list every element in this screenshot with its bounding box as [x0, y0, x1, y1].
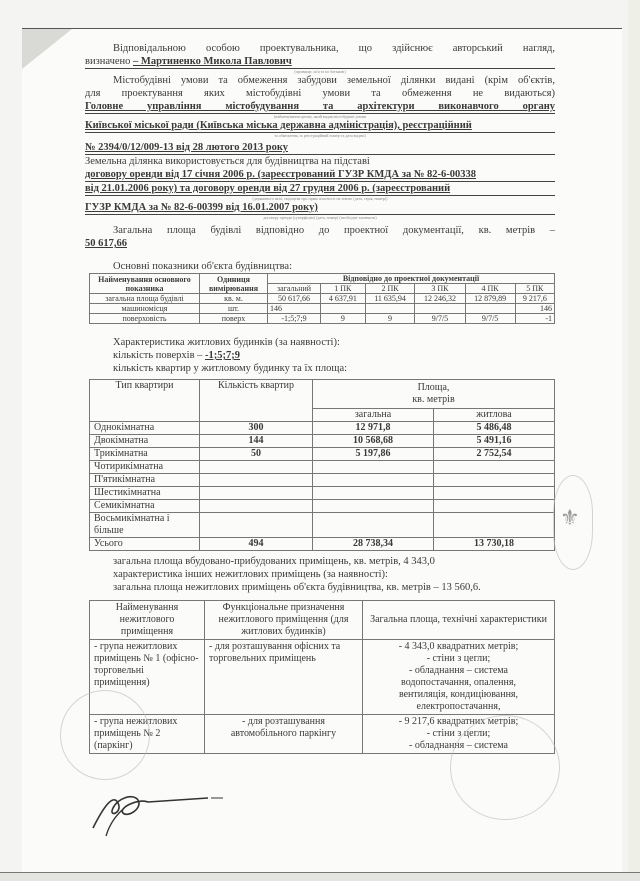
header-area-total: загальна	[313, 408, 434, 421]
area-line: - стіни з цегли;	[426, 728, 491, 739]
residential-title: Характеристика житлових будинків (за наявності):	[113, 337, 340, 348]
table-row	[90, 435, 555, 448]
apartments-label: кількість квартир у житловому будинку та їх площа:	[113, 363, 348, 374]
header-unit: Одиниця вимірювання	[200, 274, 268, 294]
table-row	[90, 513, 555, 538]
area-line: - обладнання – система	[408, 740, 508, 751]
floors-label: кількість поверхів –	[113, 350, 203, 361]
header-col-pk5: 5 ПК	[515, 284, 554, 294]
cell-value: -1;5;7;9	[268, 314, 321, 324]
cell-count	[200, 513, 313, 538]
cell-nr-area	[363, 640, 555, 715]
cell-total	[313, 513, 434, 538]
cell-count: 50	[200, 448, 313, 461]
header-col-pk2: 2 ПК	[365, 284, 415, 294]
cell-name: машиномісця	[90, 304, 200, 314]
cell-nr-name: - група нежитлових приміщень № 2 (паркінг)	[90, 715, 205, 754]
built-in-area: загальна площа вбудовано-прибудованих приміщень, кв. метрів, 4 343,0	[113, 556, 435, 567]
cell-living	[434, 513, 555, 538]
cell-value: 9	[365, 314, 415, 324]
issuer-line3: № 2394/0/12/009-13 від 28 лютого 2013 року	[85, 141, 555, 155]
cell-nr-name: - група нежитлових приміщень № 1 (офісно-торговельні приміщення)	[90, 640, 205, 715]
area-line: електропостачання,	[416, 701, 501, 712]
cell-type: Двокімнатна	[90, 435, 200, 448]
cell-total: 5 197,86	[313, 448, 434, 461]
cell-total	[313, 500, 434, 513]
cell-living	[434, 487, 555, 500]
total-area-text: Загальна площа будівлі відповідно до проектної документації, кв. метрів –	[113, 225, 555, 236]
header-indicator-name: Найменування основного показника	[90, 274, 200, 294]
cell-living: 5 486,48	[434, 422, 555, 435]
issuer-caption1: (найменування органу, який видав містобудівні умови	[273, 114, 367, 119]
cell-total: 10 568,68	[313, 435, 434, 448]
table-row	[90, 294, 555, 304]
cell-total: 12 971,8	[313, 422, 434, 435]
supervisor-caption: (прізвище, ім'я та по батькові)	[294, 69, 346, 74]
header-col-total: загальний	[268, 284, 321, 294]
cell-unit: шт.	[200, 304, 268, 314]
table-row	[90, 304, 555, 314]
cell-total: 28 738,34	[313, 538, 434, 551]
cell-living: 5 491,16	[434, 435, 555, 448]
nonresidential-total: загальна площа нежитлових приміщень об'єкта будівництва, кв. метрів – 13 560,6.	[113, 582, 481, 593]
scan-right-edge	[628, 0, 640, 881]
cell-count	[200, 461, 313, 474]
cell-type: Однокімнатна	[90, 422, 200, 435]
cell-value: 9	[320, 314, 365, 324]
header-nr-name: Найменування нежитлового приміщення	[90, 601, 205, 640]
cell-unit: поверх	[200, 314, 268, 324]
cell-value: 4 637,91	[320, 294, 365, 304]
header-project-docs: Відповідно до проектної документації	[268, 274, 555, 284]
header-apt-count: Кількість квартир	[200, 380, 313, 422]
land-caption2: договору оренди (суперфіцію) (дата, номер) (необхідне зазначити)	[263, 215, 377, 220]
cell-value: 12 879,89	[465, 294, 515, 304]
cell-living	[434, 500, 555, 513]
header-area-label: Площа,	[417, 381, 450, 393]
cell-value: 9/7/5	[415, 314, 465, 324]
cell-living	[434, 474, 555, 487]
cell-type: Усього	[90, 538, 200, 551]
round-stamp-right	[450, 715, 560, 820]
table-row	[90, 314, 555, 324]
cell-value: 9 217,6	[515, 294, 554, 304]
corner-fold	[22, 29, 72, 69]
supervisor-prefix: визначено	[85, 56, 131, 67]
cell-count	[200, 474, 313, 487]
land-line2: від 21.01.2006 року) та договору оренди від 27 грудня 2006 р. (зареєстрований	[85, 182, 555, 196]
land-line1: договору оренди від 17 січня 2006 р. (зареєстрований ГУЗР КМДА за № 82-6-00338	[85, 168, 555, 182]
cell-value: 50 617,66	[268, 294, 321, 304]
supervisor-intro: Відповідальною особою проектувальника, що здійснює авторський нагляд,	[113, 43, 555, 54]
total-area-value: 50 617,66	[85, 238, 127, 249]
header-col-pk3: 3 ПК	[415, 284, 465, 294]
apartments-table	[89, 379, 555, 551]
land-caption1: (державного акта, свідоцтва про право власності на землю (дата, серія, номер))	[252, 196, 388, 201]
cell-value: 9/7/5	[465, 314, 515, 324]
trident-icon: ⚜	[560, 505, 580, 530]
cell-living: 13 730,18	[434, 538, 555, 551]
cell-value	[465, 304, 515, 314]
cell-value: 146	[268, 304, 321, 314]
table-row	[90, 461, 555, 474]
cell-type: П'ятикімнатна	[90, 474, 200, 487]
table-row	[90, 474, 555, 487]
cell-count: 494	[200, 538, 313, 551]
cell-count: 144	[200, 435, 313, 448]
cell-type: Трикімнатна	[90, 448, 200, 461]
area-line: - 4 343,0 квадратних метрів;	[398, 641, 519, 652]
cell-total	[313, 461, 434, 474]
header-area-living: житлова	[434, 408, 555, 421]
cell-value	[415, 304, 465, 314]
area-line: вентиляція, кондиціювання,	[398, 689, 519, 700]
cell-nr-purpose: - для розташування автомобільного паркінгу	[205, 715, 363, 754]
cell-total	[313, 474, 434, 487]
cell-value: 12 246,32	[415, 294, 465, 304]
header-col-pk1: 1 ПК	[320, 284, 365, 294]
floors-value: -1;5;7;9	[205, 350, 241, 361]
floors-line	[85, 349, 555, 362]
header-nr-area: Загальна площа, технічні характеристики	[363, 601, 555, 640]
table-row	[90, 422, 555, 435]
cell-value: 11 635,94	[365, 294, 415, 304]
other-nonresidential-title: характеристика інших нежитлових приміщень (за наявності):	[113, 569, 388, 580]
cell-nr-purpose: - для розташування офісних та торговельних приміщень	[205, 640, 363, 715]
conditions-line1: Містобудівні умови та обмеження забудови земельної ділянки видані (крім об'єктів,	[113, 75, 555, 86]
cell-living: 2 752,54	[434, 448, 555, 461]
land-line3: ГУЗР КМДА за № 82-6-00399 від 16.01.2007 року)	[85, 201, 555, 215]
cell-type: Шестикімнатна	[90, 487, 200, 500]
cell-value	[320, 304, 365, 314]
supervisor-name: – Мартиненко Микола Павлович	[133, 56, 292, 67]
cell-count	[200, 487, 313, 500]
signature-icon	[88, 788, 228, 838]
supervisor-line	[85, 55, 555, 69]
table-row	[90, 487, 555, 500]
cell-count	[200, 500, 313, 513]
table-row-total	[90, 538, 555, 551]
cell-value	[365, 304, 415, 314]
area-line: - стіни з цегли;	[426, 653, 491, 664]
header-col-pk4: 4 ПК	[465, 284, 515, 294]
cell-living	[434, 461, 555, 474]
issuer-caption2: та обмеження, їх реєстраційний номер та дата видачі)	[274, 133, 366, 138]
cell-type: Семикімнатна	[90, 500, 200, 513]
cell-name: загальна площа будівлі	[90, 294, 200, 304]
document-content	[85, 42, 555, 754]
issuer-line1: Головне управління містобудування та архітектури виконавчого органу	[85, 101, 555, 112]
header-nr-purpose: Функціональне призначення нежитлового приміщення (для житлових будинків)	[205, 601, 363, 640]
header-area	[313, 380, 555, 409]
round-stamp-left	[60, 690, 150, 780]
main-indicators-table	[89, 273, 555, 324]
cell-value: -1	[515, 314, 554, 324]
cell-type: Чотирикімнатна	[90, 461, 200, 474]
header-area-unit: кв. метрів	[412, 393, 455, 405]
conditions-line2: для проектування яких містобудівні умови та обмеження не видаються)	[85, 88, 555, 99]
table-row	[90, 448, 555, 461]
cell-unit: кв. м.	[200, 294, 268, 304]
cell-type: Восьмикімнатна і більше	[90, 513, 200, 538]
area-line: водопостачання, опалення,	[401, 677, 516, 688]
cell-value: 146	[515, 304, 554, 314]
scan-bottom-edge	[0, 872, 640, 881]
table-row	[90, 500, 555, 513]
main-indicators-title: Основні показники об'єкта будівництва:	[113, 261, 292, 272]
table-row	[90, 640, 555, 715]
header-apt-type: Тип квартири	[90, 380, 200, 422]
area-line: - 9 217,6 квадратних метрів;	[398, 716, 519, 727]
cell-count: 300	[200, 422, 313, 435]
area-line: - обладнання – система	[408, 665, 508, 676]
cell-name: поверховість	[90, 314, 200, 324]
issuer-line2: Київської міської ради (Київська міська державна адміністрація), реєстраційний	[85, 119, 555, 133]
land-intro: Земельна ділянка використовується для будівництва на підставі	[85, 156, 370, 167]
cell-total	[313, 487, 434, 500]
